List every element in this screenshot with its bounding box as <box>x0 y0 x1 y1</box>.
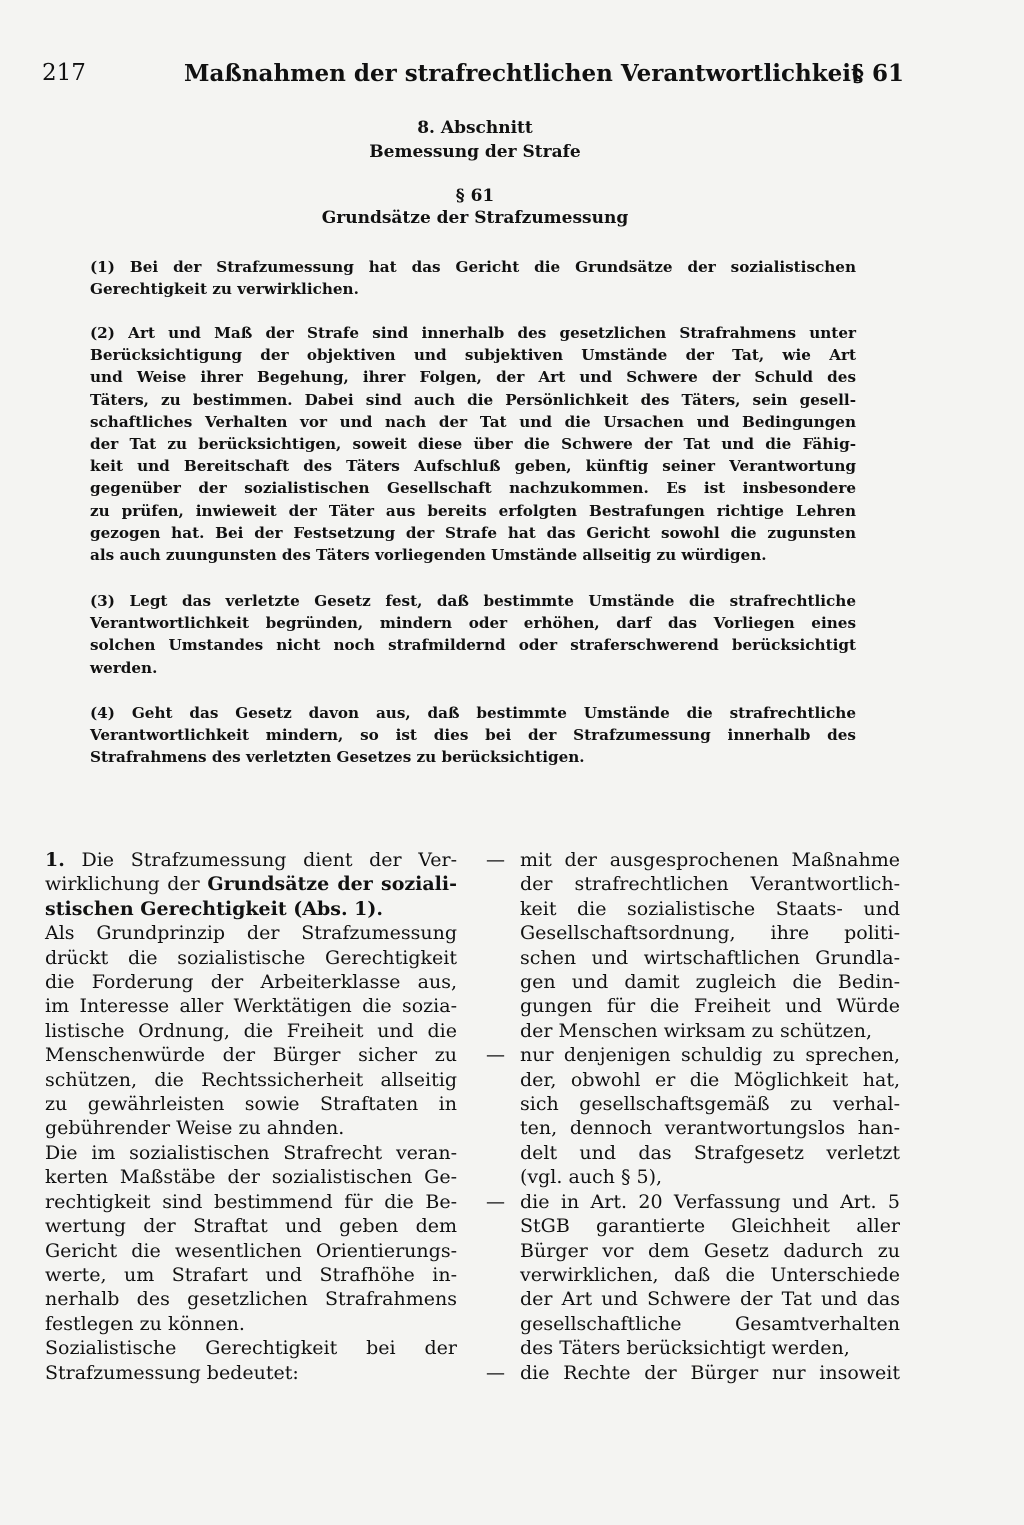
law-subsection-1 <box>90 256 856 300</box>
dash-bullet: — <box>486 1044 505 1067</box>
law-line: zu prüfen, inwieweit der Täter aus bereits erfolgten Bestrafungen richtige Lehren <box>90 501 856 520</box>
commentary-line: festlegen zu können. <box>45 1312 245 1335</box>
chapter-number: 8. Abschnitt <box>417 118 533 138</box>
commentary-line: der Menschen wirksam zu schützen, <box>520 1019 873 1042</box>
law-line: Verantwortlichkeit begründen, mindern oder erhöhen, darf das Vorliegen eines <box>90 614 856 633</box>
commentary-text: nur denjenigen schuldig zu sprechen, <box>520 1044 900 1067</box>
law-line: (3) Legt das verletzte Gesetz fest, daß bestimmte Umstände die strafrechtliche <box>90 592 856 610</box>
law-line: Strafrahmens des verletzten Gesetzes zu berücksichtigen. <box>90 748 585 767</box>
commentary-list-item <box>486 848 900 872</box>
commentary-line: gungen für die Freiheit und Würde <box>520 995 900 1018</box>
commentary-line: gen und damit zugleich die Bedin- <box>520 971 900 994</box>
running-header <box>42 60 904 96</box>
law-line: werden. <box>90 658 158 677</box>
law-line: solchen Umstandes nicht noch strafmildernd oder straferschwerend berücksichtigt <box>90 636 856 655</box>
commentary-line: der Art und Schwere der Tat und das <box>520 1288 900 1311</box>
commentary-line: nerhalb des gesetzlichen Strafrahmens <box>45 1288 457 1311</box>
commentary-line: gebührender Weise zu ahnden. <box>45 1117 345 1140</box>
commentary-line: verwirklichen, daß die Unterschiede <box>520 1263 900 1286</box>
commentary-line: Gericht die wesentlichen Orientierungs- <box>45 1239 457 1262</box>
commentary-line: des Täters berücksichtigt werden, <box>520 1337 850 1360</box>
commentary-line: (vgl. auch § 5), <box>520 1166 663 1189</box>
commentary-line: schützen, die Rechtssicherheit allseitig <box>45 1068 457 1091</box>
header-section: § 61 <box>851 60 904 87</box>
commentary-line: werte, um Strafart und Strafhöhe in- <box>45 1263 457 1286</box>
commentary-line: listische Ordnung, die Freiheit und die <box>45 1019 457 1042</box>
commentary-line: zu gewährleisten sowie Straftaten in <box>45 1093 457 1116</box>
commentary-line: schen und wirtschaftlichen Grundla- <box>520 946 900 969</box>
commentary-line: wertung der Straftat und geben dem <box>45 1215 457 1238</box>
paragraph-title: Grundsätze der Strafzumessung <box>321 208 629 228</box>
law-line: (2) Art und Maß der Strafe sind innerhalb des gesetzlichen Strafrahmens unter <box>90 324 856 342</box>
commentary-line: im Interesse aller Werktätigen die sozia- <box>45 995 457 1018</box>
commentary-line: Als Grundprinzip der Strafzumessung <box>45 922 457 945</box>
commentary-text: die in Art. 20 Verfassung und Art. 5 <box>520 1190 900 1213</box>
commentary-line <box>45 872 457 896</box>
commentary-line: keit die sozialistische Staats- und <box>520 897 900 920</box>
commentary-text: wirklichung der <box>45 873 208 896</box>
commentary-line: rechtigkeit sind bestimmend für die Be- <box>45 1190 457 1213</box>
law-line: der Tat zu berücksichtigen, soweit diese über die Schwere der Tat und die Fähig- <box>90 435 856 454</box>
law-line: als auch zuungunsten des Täters vorliegenden Umstände allseitig zu würdigen. <box>90 546 767 565</box>
law-line: und Weise ihrer Begehung, ihrer Folgen, der Art und Schwere der Schuld des <box>90 368 856 387</box>
commentary-list-item <box>486 1361 900 1385</box>
commentary-text: die Rechte der Bürger nur insoweit <box>520 1361 900 1384</box>
commentary-number: 1. <box>45 849 65 871</box>
law-line: gezogen hat. Bei der Festsetzung der Strafe hat das Gericht sowohl die zugunsten <box>90 523 856 542</box>
law-line: keit und Bereitschaft des Täters Aufschluß geben, künftig seiner Verantwortung <box>90 457 856 476</box>
commentary-line: Gesellschaftsordnung, ihre politi- <box>520 922 900 945</box>
commentary-text: mit der ausgesprochenen Maßnahme <box>520 849 900 871</box>
law-line: Täters, zu bestimmen. Dabei sind auch die Persönlichkeit des Täters, sein gesell- <box>90 390 856 409</box>
law-line: schaftliches Verhalten vor und nach der Tat und die Ursachen und Bedingungen <box>90 412 856 431</box>
commentary-left-column <box>45 848 457 1385</box>
commentary-line <box>45 848 457 872</box>
commentary-line: gesellschaftliche Gesamtverhalten <box>520 1312 900 1335</box>
commentary-line: kerten Maßstäbe der sozialistischen Ge- <box>45 1166 457 1189</box>
law-line: (1) Bei der Strafzumessung hat das Gericht die Grundsätze der sozialistischen <box>90 258 856 276</box>
commentary-line: der strafrechtlichen Verantwortlich- <box>520 873 900 896</box>
dash-bullet: — <box>486 1361 505 1384</box>
law-line: Verantwortlichkeit mindern, so ist dies bei der Strafzumessung innerhalb des <box>90 726 856 745</box>
commentary-line: die Forderung der Arbeiterklasse aus, <box>45 971 457 994</box>
commentary-line: der, obwohl er die Möglichkeit hat, <box>520 1068 900 1091</box>
dash-bullet: — <box>486 849 505 871</box>
paragraph-number: § 61 <box>455 186 495 206</box>
commentary-line: stischen Gerechtigkeit (Abs. 1). <box>45 897 383 920</box>
commentary-line: StGB garantierte Gleichheit aller <box>520 1215 900 1238</box>
commentary-line: sich gesellschaftsgemäß zu verhal- <box>520 1093 900 1116</box>
commentary-list-item <box>486 1190 900 1214</box>
commentary-line: Sozialistische Gerechtigkeit bei der <box>45 1337 457 1360</box>
commentary-line: delt und das Strafgesetz verletzt <box>520 1141 900 1164</box>
header-title: Maßnahmen der strafrechtlichen Verantwortlichkeit <box>184 60 862 87</box>
law-line: Gerechtigkeit zu verwirklichen. <box>90 280 359 299</box>
chapter-title: Bemessung der Strafe <box>369 142 581 162</box>
commentary-line: Bürger vor dem Gesetz dadurch zu <box>520 1239 900 1262</box>
page-number: 217 <box>42 60 86 86</box>
law-line: gegenüber der sozialistischen Gesellschaft nachzukommen. Es ist insbesondere <box>90 479 856 498</box>
commentary-emphasis: Grundsätze der soziali- <box>207 873 458 896</box>
commentary-right-column <box>486 848 900 1385</box>
law-subsection-4 <box>90 702 856 769</box>
commentary-list-item <box>486 1043 900 1067</box>
commentary-text: Die Strafzumessung dient der Ver- <box>64 849 457 871</box>
commentary-line: Strafzumessung bedeutet: <box>45 1361 299 1384</box>
law-line: Berücksichtigung der objektiven und subjektiven Umstände der Tat, wie Art <box>90 346 856 365</box>
commentary-line: Die im sozialistischen Strafrecht veran- <box>45 1141 457 1164</box>
commentary-line: ten, dennoch verantwortungslos han- <box>520 1117 900 1140</box>
law-line: (4) Geht das Gesetz davon aus, daß bestimmte Umstände die strafrechtliche <box>90 704 856 722</box>
commentary-line: Menschenwürde der Bürger sicher zu <box>45 1044 457 1067</box>
commentary-line: drückt die sozialistische Gerechtigkeit <box>45 946 457 969</box>
law-subsection-3 <box>90 590 856 679</box>
dash-bullet: — <box>486 1190 505 1213</box>
law-subsection-2 <box>90 322 856 566</box>
